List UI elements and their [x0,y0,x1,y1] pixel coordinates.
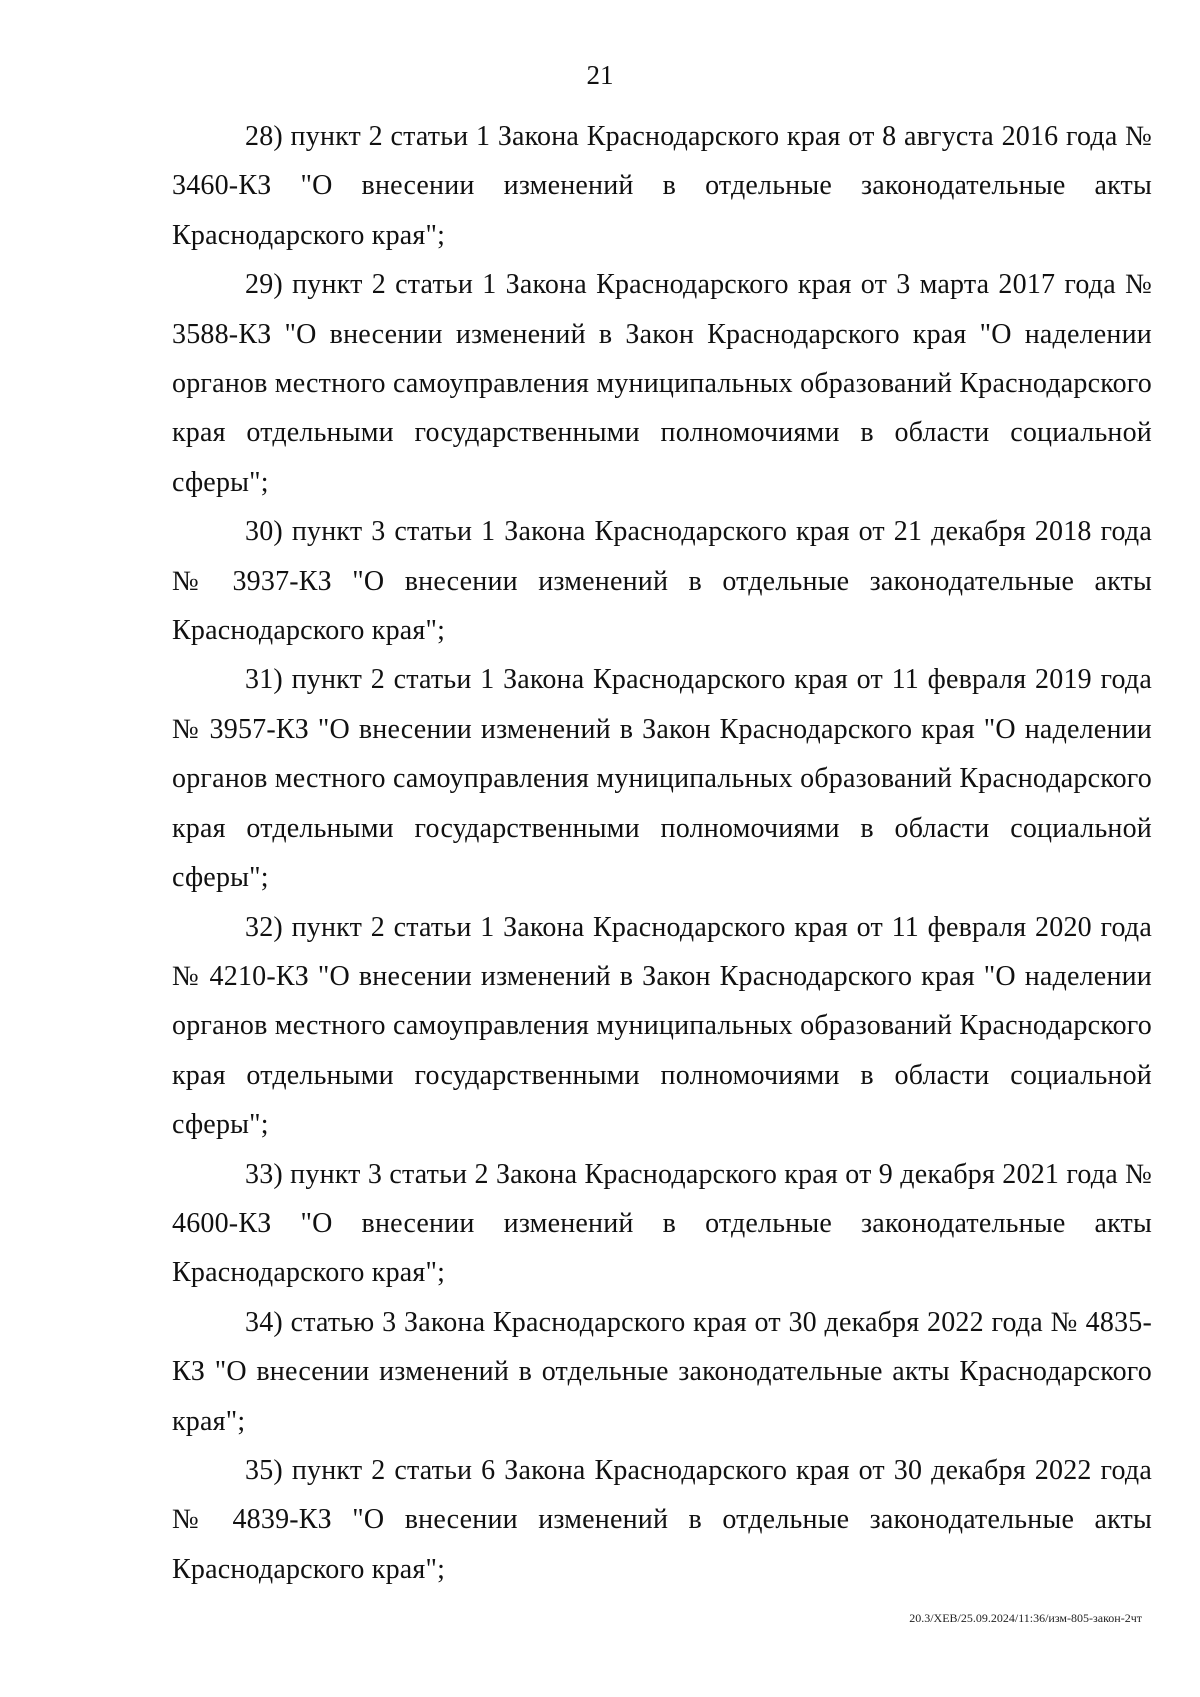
list-item-29: 29) пункт 2 статьи 1 Закона Краснодарского края от 3 марта 2017 года № 3588-КЗ "О внесении изменений в Закон Краснодарского края "О наделении органов местного самоуправления муниципальных образований Краснодарского края отдельными государственными полномочиями в области социальной сферы"; [172,269,1152,498]
list-item-35: 35) пункт 2 статьи 6 Закона Краснодарского края от 30 декабря 2022 года № 4839-КЗ "О внесении изменений в отдельные законодательные акты Краснодарского края"; [172,1454,1152,1585]
list-item-33: 33) пункт 3 статьи 2 Закона Краснодарского края от 9 декабря 2021 года № 4600-КЗ "О внесении изменений в отдельные законодательные акты Краснодарского края"; [172,1158,1152,1289]
list-item-32: 32) пункт 2 статьи 1 Закона Краснодарского края от 11 февраля 2020 года № 4210-КЗ "О внесении изменений в Закон Краснодарского края "О наделении органов местного самоуправления муниципальных образований Краснодарского края отдельными государственными полномочиями в области социальной сферы"; [172,911,1152,1141]
document-body [172,112,1152,1594]
list-item-34: 34) статью 3 Закона Краснодарского края от 30 декабря 2022 года № 4835-КЗ "О внесении изменений в отдельные законодательные акты Краснодарского края"; [172,1306,1152,1437]
list-item-30: 30) пункт 3 статьи 1 Закона Краснодарского края от 21 декабря 2018 года № 3937-КЗ "О внесении изменений в отдельные законодательные акты Краснодарского края"; [172,516,1152,647]
list-item-28: 28) пункт 2 статьи 1 Закона Краснодарского края от 8 августа 2016 года № 3460-КЗ "О внесении изменений в отдельные законодательные акты Краснодарского края"; [172,121,1152,251]
page-number: 21 [586,60,614,90]
list-item-31: 31) пункт 2 статьи 1 Закона Краснодарского края от 11 февраля 2019 года № 3957-КЗ "О внесении изменений в Закон Краснодарского края "О наделении органов местного самоуправления муниципальных образований Краснодарского края отдельными государственными полномочиями в области социальной сферы"; [172,664,1152,894]
document-footer-code: 20.3/ХЕВ/25.09.2024/11:36/изм-805-закон-2чт [909,1611,1142,1625]
